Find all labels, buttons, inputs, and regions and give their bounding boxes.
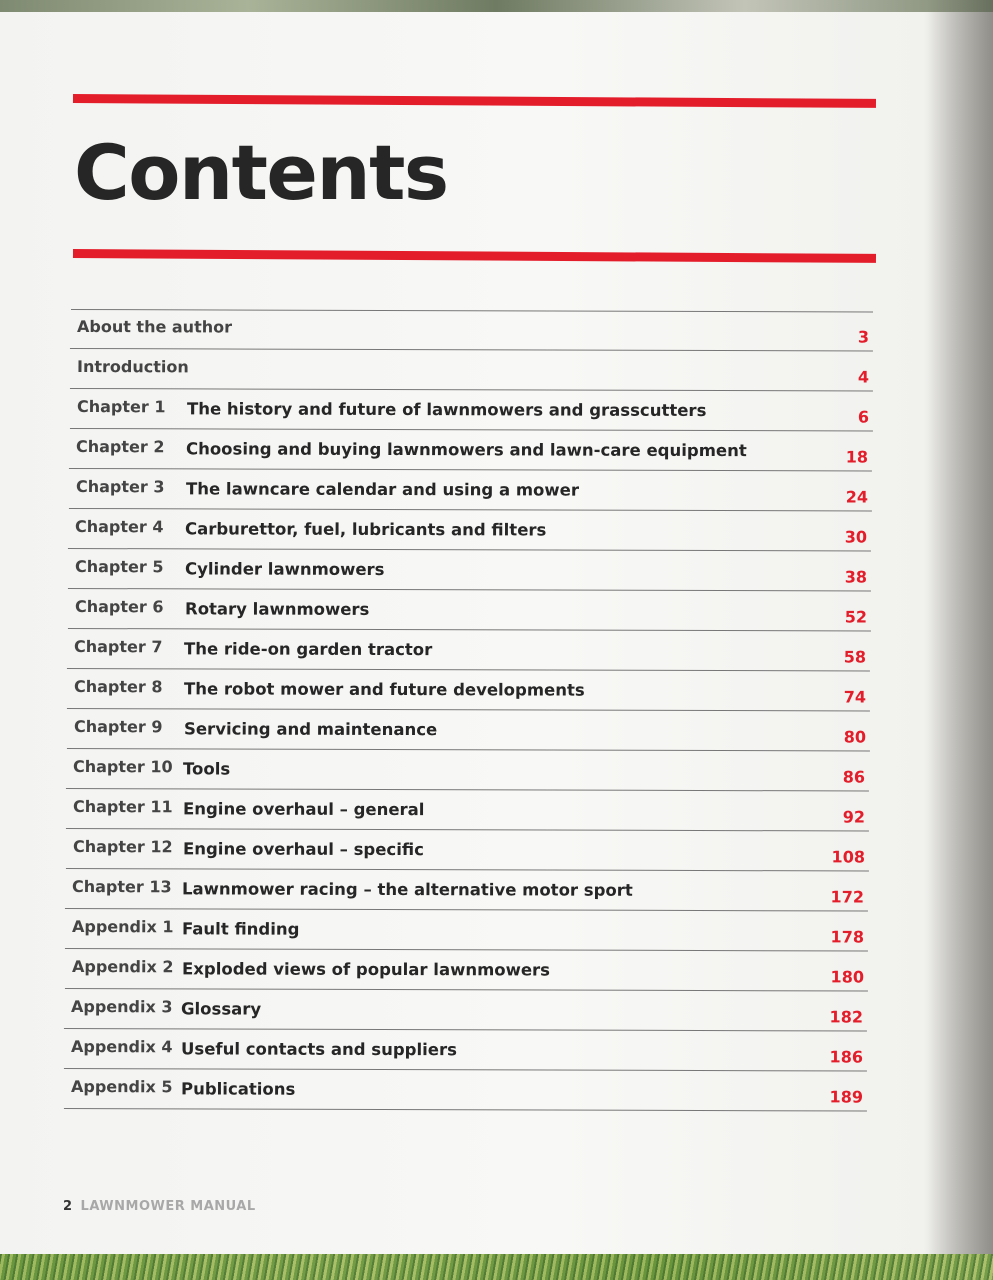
toc-entry-label: Chapter 12 — [72, 837, 173, 857]
toc-entry-label: Chapter 13 — [71, 877, 172, 897]
toc-entry-label: Chapter 1 — [76, 397, 166, 417]
toc-row — [65, 909, 868, 952]
toc-page-number: 24 — [845, 487, 869, 507]
toc-page-number: 178 — [830, 927, 865, 947]
toc-entry-label: Appendix 5 — [70, 1077, 173, 1097]
toc-row — [64, 989, 867, 1032]
toc-row — [66, 789, 869, 832]
footer-book-title: LAWNMOWER MANUAL — [80, 1199, 256, 1214]
toc-row — [65, 869, 868, 912]
toc-entry-title: Exploded views of popular lawnmowers — [181, 959, 551, 980]
toc-page-number: 3 — [857, 327, 870, 347]
toc-entry-label: Appendix 3 — [70, 997, 173, 1017]
toc-page-number: 52 — [844, 607, 868, 627]
footer-page-number: 2 — [63, 1199, 73, 1214]
toc-entry-label: Chapter 9 — [73, 717, 163, 737]
toc-row — [67, 629, 870, 672]
toc-page-number: 38 — [844, 567, 868, 587]
toc-entry-label: Chapter 8 — [73, 677, 163, 697]
toc-row — [64, 1029, 867, 1072]
toc-row — [70, 389, 873, 432]
toc-entry-label: Appendix 1 — [71, 917, 174, 937]
table-of-contents — [64, 309, 873, 1113]
toc-row — [70, 349, 873, 392]
toc-page-number: 86 — [842, 767, 866, 787]
toc-entry-label: Chapter 6 — [74, 597, 164, 617]
toc-entry-title: The history and future of lawnmowers and grasscutters — [186, 399, 707, 420]
toc-entry-title: Carburettor, fuel, lubricants and filters — [184, 519, 547, 540]
toc-entry-label: Chapter 2 — [75, 437, 165, 457]
toc-entry-title: Lawnmower racing – the alternative motor sport — [181, 879, 633, 900]
toc-entry-label: Appendix 4 — [70, 1037, 173, 1057]
toc-row — [68, 549, 871, 592]
toc-entry-title: The robot mower and future developments — [183, 679, 585, 700]
toc-row — [66, 829, 869, 872]
toc-page-number: 172 — [830, 887, 865, 907]
toc-entry-title: Tools — [182, 759, 231, 779]
toc-entry-label: Chapter 11 — [72, 797, 173, 817]
toc-page-number: 6 — [857, 407, 870, 427]
toc-entry-title: Servicing and maintenance — [183, 719, 438, 740]
toc-page-number: 30 — [844, 527, 868, 547]
top-red-rule — [73, 94, 876, 108]
toc-row — [66, 749, 869, 792]
grass-image-strip — [0, 1254, 993, 1280]
toc-entry-title: The lawncare calendar and using a mower — [185, 479, 580, 500]
scan-top-edge — [0, 0, 993, 12]
toc-entry-title: Engine overhaul – specific — [182, 839, 424, 860]
page-gutter-shadow — [927, 0, 993, 1280]
toc-page-number: 182 — [829, 1007, 864, 1027]
toc-entry-label: About the author — [76, 317, 233, 337]
toc-row — [65, 949, 868, 992]
toc-row — [70, 309, 873, 352]
toc-page-number: 108 — [831, 847, 866, 867]
toc-entry-label: Chapter 7 — [73, 637, 163, 657]
toc-row — [69, 429, 872, 472]
toc-entry-title: Fault finding — [181, 919, 300, 939]
toc-page-number: 189 — [829, 1087, 864, 1107]
toc-entry-title: Publications — [180, 1079, 296, 1099]
toc-page-number: 58 — [843, 647, 867, 667]
toc-entry-label: Chapter 3 — [75, 477, 165, 497]
toc-entry-title: Engine overhaul – general — [182, 799, 425, 820]
toc-row — [67, 669, 870, 712]
toc-page-number: 92 — [842, 807, 866, 827]
toc-row — [67, 709, 870, 752]
toc-page-number: 180 — [830, 967, 865, 987]
toc-row — [69, 469, 872, 512]
bottom-red-rule — [73, 249, 876, 263]
toc-entry-title: Glossary — [180, 999, 262, 1019]
toc-entry-label: Appendix 2 — [71, 957, 174, 977]
toc-row — [68, 589, 871, 632]
toc-page-number: 18 — [845, 447, 869, 467]
toc-entry-title: Rotary lawnmowers — [184, 599, 370, 619]
page-footer — [63, 1199, 256, 1215]
toc-entry-title: The ride-on garden tractor — [183, 639, 433, 660]
toc-entry-title: Useful contacts and suppliers — [180, 1039, 457, 1060]
toc-row — [68, 509, 871, 552]
toc-entry-title: Cylinder lawnmowers — [184, 559, 385, 579]
toc-page-number: 186 — [829, 1047, 864, 1067]
toc-page-number: 80 — [843, 727, 867, 747]
toc-page-number: 4 — [857, 367, 870, 387]
toc-entry-label: Chapter 4 — [74, 517, 164, 537]
toc-entry-label: Introduction — [76, 357, 189, 377]
toc-entry-title: Choosing and buying lawnmowers and lawn-care equipment — [185, 439, 747, 461]
toc-row — [64, 1069, 867, 1112]
toc-page-number: 74 — [843, 687, 867, 707]
toc-entry-label: Chapter 5 — [74, 557, 164, 577]
page-title: Contents — [74, 128, 448, 217]
toc-entry-label: Chapter 10 — [72, 757, 173, 777]
